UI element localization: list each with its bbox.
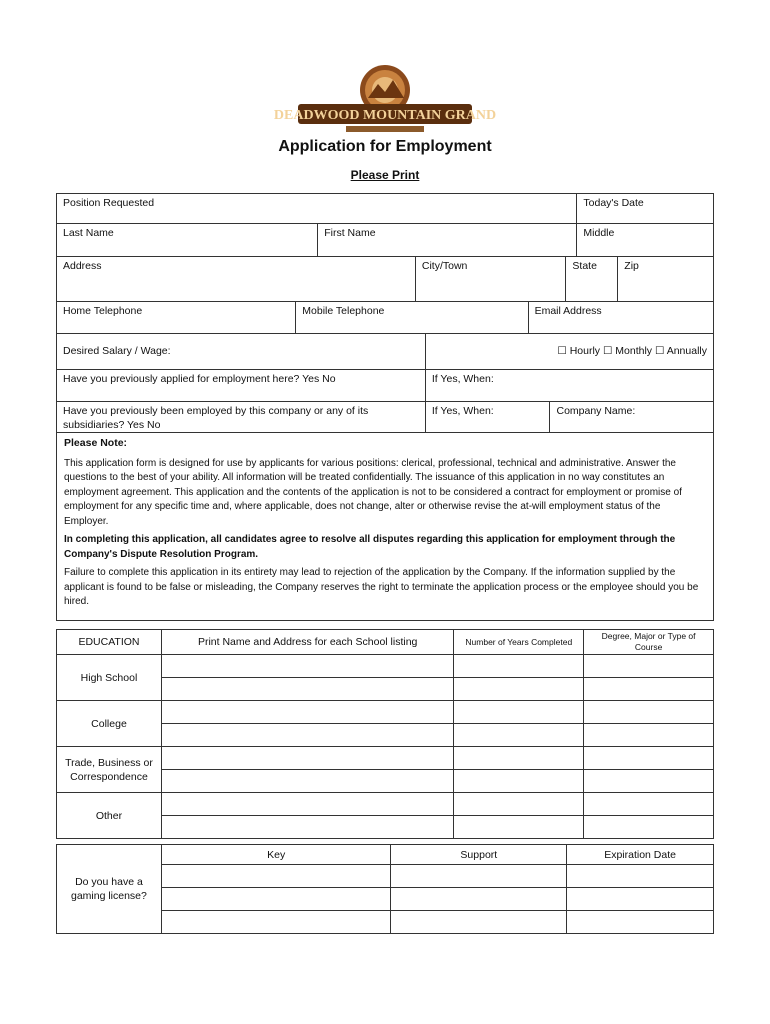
company-name-field[interactable] — [550, 402, 713, 432]
key-input[interactable] — [161, 888, 391, 911]
high-school-label: High School — [57, 655, 162, 701]
school-input[interactable] — [161, 678, 453, 701]
mobile-telephone-field[interactable] — [296, 302, 528, 333]
previously-employed-label: Have you previously been employed by this company or any of its subsidiaries? Yes No — [63, 405, 369, 431]
address-label: Address — [63, 260, 102, 272]
home-telephone-field[interactable] — [57, 302, 296, 333]
school-input[interactable] — [161, 701, 453, 724]
last-name-field[interactable] — [57, 224, 318, 256]
applied-when-label: If Yes, When: — [431, 373, 494, 385]
school-input[interactable] — [161, 816, 453, 839]
pay-frequency-options[interactable] — [426, 334, 713, 369]
email-address-field[interactable] — [529, 302, 713, 333]
deadwood-mountain-grand-logo — [273, 64, 497, 136]
years-input[interactable] — [454, 747, 584, 770]
other-label: Other — [57, 793, 162, 839]
years-input[interactable] — [454, 770, 584, 793]
degree-input[interactable] — [584, 770, 714, 793]
school-name-header: Print Name and Address for each School listing — [161, 630, 453, 655]
expiration-date-input[interactable] — [567, 888, 714, 911]
school-input[interactable] — [161, 747, 453, 770]
degree-input[interactable] — [584, 816, 714, 839]
key-header: Key — [161, 845, 391, 865]
school-input[interactable] — [161, 770, 453, 793]
years-input[interactable] — [454, 724, 584, 747]
applied-when-field[interactable] — [426, 370, 713, 401]
years-input[interactable] — [454, 816, 584, 839]
state-field[interactable] — [566, 257, 618, 301]
first-name-label: First Name — [324, 227, 376, 239]
desired-salary-label: Desired Salary / Wage: — [63, 345, 171, 357]
key-input[interactable] — [161, 911, 391, 934]
expiration-date-input[interactable] — [567, 865, 714, 888]
address-field[interactable] — [57, 257, 416, 301]
previously-employed-question[interactable] — [57, 402, 426, 432]
degree-input[interactable] — [584, 701, 714, 724]
position-requested-field[interactable] — [57, 194, 577, 223]
education-header: EDUCATION — [57, 630, 162, 655]
last-name-label: Last Name — [63, 227, 114, 239]
years-input[interactable] — [454, 678, 584, 701]
mobile-telephone-label: Mobile Telephone — [302, 305, 385, 317]
applicant-info-form — [56, 193, 714, 621]
city-town-label: City/Town — [421, 260, 468, 272]
education-table — [56, 629, 714, 839]
college-label: College — [57, 701, 162, 747]
degree-input[interactable] — [584, 655, 714, 678]
desired-salary-field[interactable] — [57, 334, 426, 369]
page-title: Application for Employment — [278, 138, 492, 155]
school-input[interactable] — [161, 655, 453, 678]
support-input[interactable] — [391, 865, 567, 888]
degree-header: Degree, Major or Type of Course — [584, 630, 714, 655]
trade-business-label: Trade, Business or Correspondence — [57, 747, 162, 793]
employed-when-field[interactable] — [426, 402, 551, 432]
gaming-license-table — [56, 844, 714, 934]
years-input[interactable] — [454, 655, 584, 678]
previously-applied-label: Have you previously applied for employment here? Yes No — [63, 373, 336, 385]
employed-when-label: If Yes, When: — [431, 405, 494, 417]
todays-date-field[interactable] — [577, 194, 713, 223]
years-input[interactable] — [454, 793, 584, 816]
please-note-heading: Please Note: — [64, 437, 128, 449]
first-name-field[interactable] — [318, 224, 577, 256]
years-completed-header: Number of Years Completed — [454, 630, 584, 655]
expiration-date-header: Expiration Date — [567, 845, 714, 865]
degree-input[interactable] — [584, 724, 714, 747]
degree-input[interactable] — [584, 793, 714, 816]
email-address-label: Email Address — [534, 305, 602, 317]
home-telephone-label: Home Telephone — [63, 305, 143, 317]
note-paragraph-2: In completing this application, all candidates agree to resolve all disputes regarding this application for employment through the Company's Dispute Resolution Program. — [64, 534, 676, 560]
state-label: State — [572, 260, 597, 272]
support-input[interactable] — [391, 911, 567, 934]
school-input[interactable] — [161, 724, 453, 747]
zip-field[interactable] — [618, 257, 713, 301]
degree-input[interactable] — [584, 747, 714, 770]
expiration-date-input[interactable] — [567, 911, 714, 934]
key-input[interactable] — [161, 865, 391, 888]
company-name-label: Company Name: — [556, 405, 636, 417]
note-paragraph-1: This application form is designed for use by applicants for various positions: clerical, professional, technical and administrative. Answer the questions to the best of your ability. All information will be treated confidentially. The issuance of this application in no way constitutes an employment agreement. This application and the contents of the application is not to be considered a contract for employment or promise of employment for any specific time and, where applicable, does not change, alter or otherwise revise the at-will employment status of the Employer. — [64, 457, 682, 527]
years-input[interactable] — [454, 701, 584, 724]
school-input[interactable] — [161, 793, 453, 816]
degree-input[interactable] — [584, 678, 714, 701]
logo-text: DEADWOOD MOUNTAIN GRAND — [273, 108, 497, 123]
page-subtitle: Please Print — [350, 168, 420, 182]
support-input[interactable] — [391, 888, 567, 911]
note-paragraph-3: Failure to complete this application in its entirety may lead to rejection of the application by the Company. If the information supplied by the applicant is found to be false or misleading, the Company reserves the right to terminate the application process or the employee should you be hired. — [64, 567, 699, 607]
todays-date-label: Today's Date — [583, 197, 644, 209]
middle-label: Middle — [583, 227, 615, 239]
pay-frequency-label: ☐ Hourly ☐ Monthly ☐ Annually — [557, 345, 707, 357]
middle-name-field[interactable] — [577, 224, 713, 256]
support-header: Support — [391, 845, 567, 865]
city-town-field[interactable] — [416, 257, 567, 301]
position-requested-label: Position Requested — [63, 197, 155, 209]
gaming-license-question: Do you have a gaming license? — [57, 845, 162, 934]
please-note-section — [56, 433, 714, 621]
previously-applied-question[interactable] — [57, 370, 426, 401]
zip-label: Zip — [624, 260, 639, 272]
